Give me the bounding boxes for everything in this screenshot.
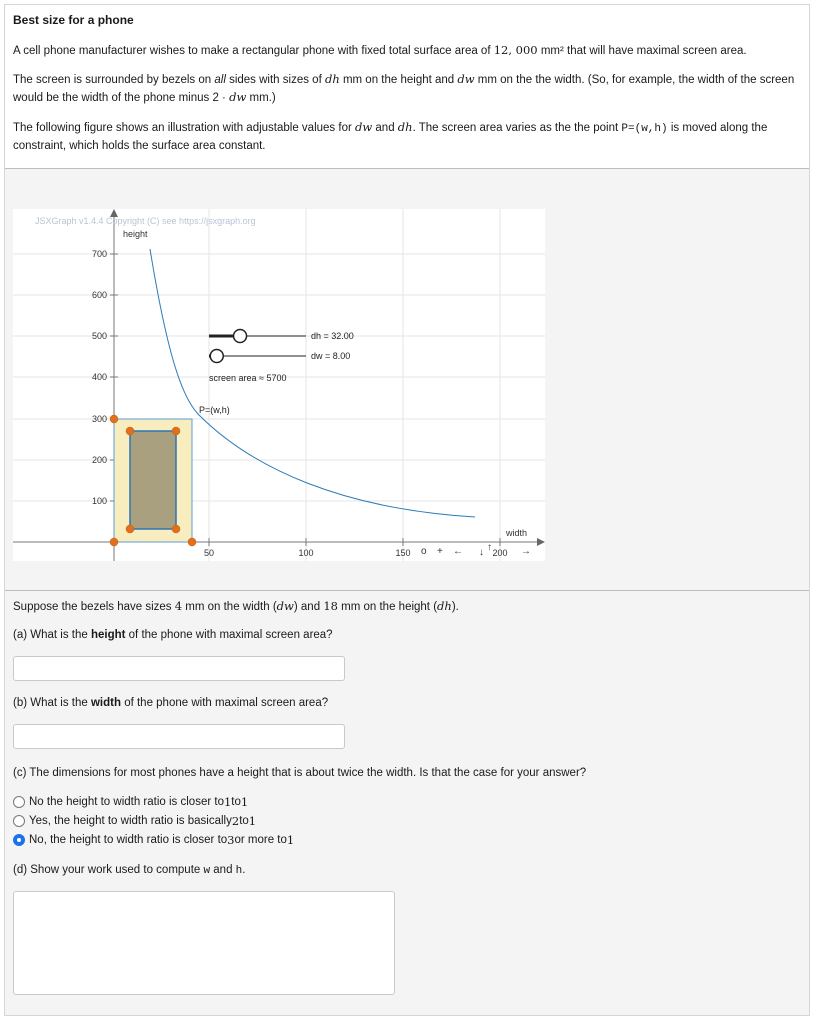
slider-dh-handle[interactable] bbox=[234, 330, 247, 343]
phone-corner-point[interactable] bbox=[188, 538, 196, 546]
question-b: (b) What is the width of the phone with maximal screen area? bbox=[13, 697, 329, 709]
option-ratio-1-to-1[interactable]: No the height to width ratio is closer to 1 to 1 bbox=[13, 795, 248, 809]
work-textarea[interactable] bbox=[13, 891, 395, 995]
radio-button[interactable] bbox=[13, 796, 25, 808]
screen-corner-point[interactable] bbox=[172, 427, 180, 435]
x-axis-label: width bbox=[506, 528, 528, 538]
screen-area-label: screen area ≈ 5700 bbox=[209, 373, 287, 383]
question-a: (a) What is the height of the phone with maximal screen area? bbox=[13, 629, 333, 641]
question-c: (c) The dimensions for most phones have a height that is about twice the width. Is that the case for your answer? bbox=[13, 767, 587, 779]
x-tick-label: 50 bbox=[203, 548, 215, 558]
answer-b-input[interactable] bbox=[13, 724, 345, 749]
point-p-label: P=(w,h) bbox=[199, 405, 230, 415]
y-tick-label: 300 bbox=[91, 414, 107, 424]
y-tick-label: 500 bbox=[91, 331, 107, 341]
radio-button[interactable] bbox=[13, 815, 25, 827]
screen-corner-point[interactable] bbox=[126, 525, 134, 533]
answer-a-input[interactable] bbox=[13, 656, 345, 681]
screen-rectangle bbox=[130, 431, 176, 529]
intro-paragraph-2: The screen is surrounded by bezels on all sides with sizes of dh mm on the height and dw mm on the the width. (So, for example, the width of the screen would be the width of the phone minus 2 · dw mm.) bbox=[13, 72, 795, 104]
constraint-curve bbox=[150, 249, 475, 517]
y-axis-label: height bbox=[123, 229, 148, 239]
slider-dw-handle[interactable] bbox=[210, 350, 223, 363]
question-d: (d) Show your work used to compute w and h. bbox=[13, 864, 246, 877]
y-tick-label: 100 bbox=[91, 496, 107, 506]
problem-title: Best size for a phone bbox=[13, 13, 134, 27]
y-tick-label: 700 bbox=[91, 249, 107, 259]
phone-corner-point[interactable] bbox=[110, 538, 118, 546]
problem-intro bbox=[5, 5, 809, 169]
pan-down-button[interactable]: ↓ bbox=[479, 547, 484, 558]
pan-up-button[interactable]: ↑ bbox=[487, 542, 492, 553]
pan-left-button[interactable]: ← bbox=[453, 546, 463, 557]
jsxgraph-watermark: JSXGraph v1.4.4 Copyright (C) see https://jsxgraph.org bbox=[35, 216, 256, 226]
problem-panel bbox=[4, 4, 810, 1016]
option-ratio-2-to-1[interactable]: Yes, the height to width ratio is basically 2 to 1 bbox=[13, 814, 256, 828]
zoom-out-button[interactable]: o bbox=[421, 546, 427, 557]
radio-button[interactable] bbox=[13, 834, 25, 846]
intro-paragraph-1: A cell phone manufacturer wishes to make a rectangular phone with fixed total surface area of 12, 000 mm² that will have maximal screen area. bbox=[13, 43, 747, 57]
phone-corner-point[interactable] bbox=[110, 415, 118, 423]
screen-corner-point[interactable] bbox=[172, 525, 180, 533]
x-tick-label: 100 bbox=[298, 548, 314, 558]
bezel-sizes-statement: Suppose the bezels have sizes 4 mm on the width (dw) and 18 mm on the height (dh). bbox=[13, 599, 459, 613]
pan-right-button[interactable]: → bbox=[521, 546, 531, 557]
intro-paragraph-3: The following figure shows an illustration with adjustable values for dw and dh. The screen area varies as the the point P=(w,h) is moved along the constraint, which holds the surface area constant. bbox=[13, 120, 768, 152]
section-divider bbox=[5, 590, 809, 591]
jsxgraph-board[interactable] bbox=[13, 209, 545, 561]
x-axis-arrow-icon bbox=[537, 538, 545, 546]
x-tick-label: 150 bbox=[395, 548, 411, 558]
y-tick-label: 200 bbox=[91, 455, 107, 465]
slider-dw-label: dw = 8.00 bbox=[311, 351, 351, 361]
zoom-in-button[interactable]: + bbox=[437, 546, 443, 557]
option-ratio-3-to-1[interactable]: No, the height to width ratio is closer to 3 or more to 1 bbox=[13, 833, 294, 847]
x-tick-label: 200 bbox=[492, 548, 508, 558]
screen-corner-point[interactable] bbox=[126, 427, 134, 435]
y-tick-label: 400 bbox=[91, 372, 107, 382]
y-tick-label: 600 bbox=[91, 290, 107, 300]
slider-dh-label: dh = 32.00 bbox=[311, 331, 354, 341]
